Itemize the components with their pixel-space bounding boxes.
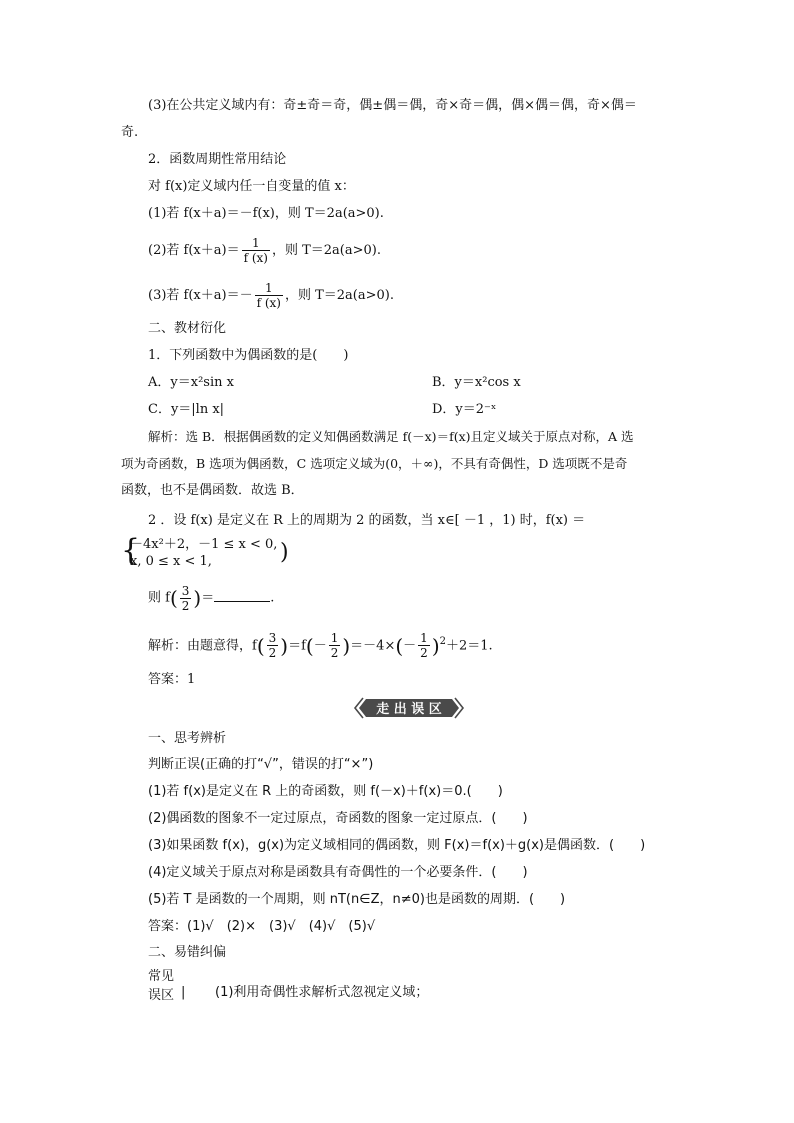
equals-sign: ＝ <box>201 590 215 606</box>
left-paren: ( <box>169 586 178 610</box>
numerator: 3 <box>181 583 190 598</box>
formula-suffix: ，则 T＝2a(a>0). <box>284 288 394 303</box>
denominator: 2 <box>330 646 339 661</box>
question-2-ask <box>148 583 274 614</box>
piecewise-close-paren: ) <box>280 540 289 565</box>
piecewise-case-1: －4x²＋2，－1 ≤ x < 0, <box>130 537 278 552</box>
sidebar-label-bottom: 误区 <box>148 988 175 1003</box>
error-1: (1)利用奇偶性求解析式忽视定义域； <box>215 985 429 1000</box>
fraction-1-over-2 <box>418 631 430 660</box>
piecewise-case-2: x, 0 ≤ x < 1, <box>130 554 212 569</box>
section-banner <box>353 697 465 719</box>
right-paren: ) <box>193 586 202 610</box>
left-paren: ( <box>395 633 404 658</box>
right-paren: ) <box>280 633 289 658</box>
right-paren: ) <box>431 633 440 658</box>
analysis-2 <box>148 627 493 661</box>
numerator: 1 <box>330 631 339 646</box>
numerator: 1 <box>242 236 270 251</box>
numerator: 3 <box>268 631 277 646</box>
fraction-1-over-fx <box>242 236 270 265</box>
formula-prefix: (2)若 f(x＋a)＝ <box>148 243 240 258</box>
equals-minus-4: ＝－4× <box>350 638 396 654</box>
formula-line-3 <box>148 281 394 310</box>
section-heading-periodicity: 2．函数周期性常用结论 <box>148 152 287 167</box>
minus-sign: － <box>313 638 327 654</box>
judgement-3: (3)如果函数 f(x)，g(x)为定义域相同的偶函数，则 F(x)＝f(x)＋g(x)是偶函数．( ) <box>148 838 646 853</box>
banner-title: 走 出 误 区 <box>376 702 442 717</box>
numerator: 1 <box>420 631 428 646</box>
question-1: 1．下列函数中为偶函数的是( ) <box>148 348 349 363</box>
judgement-1: (1)若 f(x)是定义在 R 上的奇函数，则 f(－x)＋f(x)＝0.( ) <box>148 784 503 799</box>
answer-1: 答案：1 <box>148 672 196 687</box>
text-line-2: 奇. <box>121 125 139 140</box>
text-line-4: 对 f(x)定义域内任一自变量的值 x： <box>148 179 355 194</box>
fraction-3-over-2 <box>180 584 192 613</box>
option-c: C．y＝|ln x| <box>148 402 225 417</box>
instruction-line: 判断正误(正确的打“√”，错误的打“×”) <box>148 757 374 772</box>
denominator: 2 <box>268 646 277 661</box>
section-heading-textbook: 二、教材衍化 <box>148 321 227 336</box>
judgement-4: (4)定义域关于原点对称是函数具有奇偶性的一个必要条件．( ) <box>148 865 528 880</box>
option-a: A．y＝x²sin x <box>148 375 234 390</box>
text-line-5: (1)若 f(x＋a)＝－f(x)，则 T＝2a(a>0). <box>148 206 384 221</box>
denominator: f (x) <box>243 251 268 265</box>
section-heading-thinking: 一、思考辨析 <box>148 731 227 746</box>
denominator: f (x) <box>256 296 281 310</box>
ask-prefix: 则 f <box>148 590 170 606</box>
left-paren: ( <box>256 633 265 658</box>
question-2: 2 ．设 f(x) 是定义在 R 上的周期为 2 的函数，当 x∈[ －1 ，1) 时，f(x) ＝ <box>148 513 586 528</box>
option-b: B．y＝x²cos x <box>432 375 521 390</box>
numerator: 1 <box>255 281 283 296</box>
analysis-result: ＋2＝1. <box>446 638 493 654</box>
fraction-3-over-2 <box>267 631 279 660</box>
formula-line-2 <box>148 236 381 265</box>
analysis-line-1: 解析：选 B．根据偶函数的定义知偶函数满足 f(－x)＝f(x)且定义域关于原点对称，A 选 <box>148 429 634 444</box>
answer-blank[interactable] <box>214 589 270 602</box>
banner-shape <box>353 697 465 719</box>
piecewise-brace: { <box>121 533 141 568</box>
equals-f: ＝f <box>288 638 306 654</box>
minus-sign: － <box>403 638 417 654</box>
right-paren: ) <box>342 633 351 658</box>
option-d: D．y＝2⁻ˣ <box>432 402 497 417</box>
judgement-5: (5)若 T 是函数的一个周期，则 nT(n∈Z，n≠0)也是函数的周期．( ) <box>148 892 566 907</box>
sidebar-label-top: 常见 <box>148 969 175 984</box>
sidebar-divider: | <box>181 985 186 1000</box>
formula-suffix: ，则 T＝2a(a>0). <box>271 243 381 258</box>
period: . <box>270 590 275 606</box>
exponent-2: 2 <box>439 636 446 647</box>
denominator: 2 <box>420 646 428 661</box>
denominator: 2 <box>181 598 190 613</box>
left-paren: ( <box>305 633 314 658</box>
section-heading-errors: 二、易错纠偏 <box>148 945 227 960</box>
fraction-1-over-fx <box>255 281 283 310</box>
formula-prefix: (3)若 f(x＋a)＝－ <box>148 288 253 303</box>
analysis-line-2: 项为奇函数，B 选项为偶函数，C 选项定义域为(0，＋∞)，不具有奇偶性，D 选项既不是奇 <box>121 456 628 471</box>
answer-2: 答案：(1)√ (2)× (3)√ (4)√ (5)√ <box>148 919 376 934</box>
judgement-2: (2)偶函数的图象不一定过原点，奇函数的图象一定过原点．( ) <box>148 811 528 826</box>
text-line-1: (3)在公共定义域内有：奇±奇＝奇，偶±偶＝偶，奇×奇＝偶，偶×偶＝偶，奇×偶＝ <box>148 98 637 113</box>
fraction-1-over-2 <box>329 631 341 660</box>
analysis-line-3: 函数，也不是偶函数．故选 B． <box>121 483 304 498</box>
analysis-prefix: 解析：由题意得，f <box>148 638 257 654</box>
